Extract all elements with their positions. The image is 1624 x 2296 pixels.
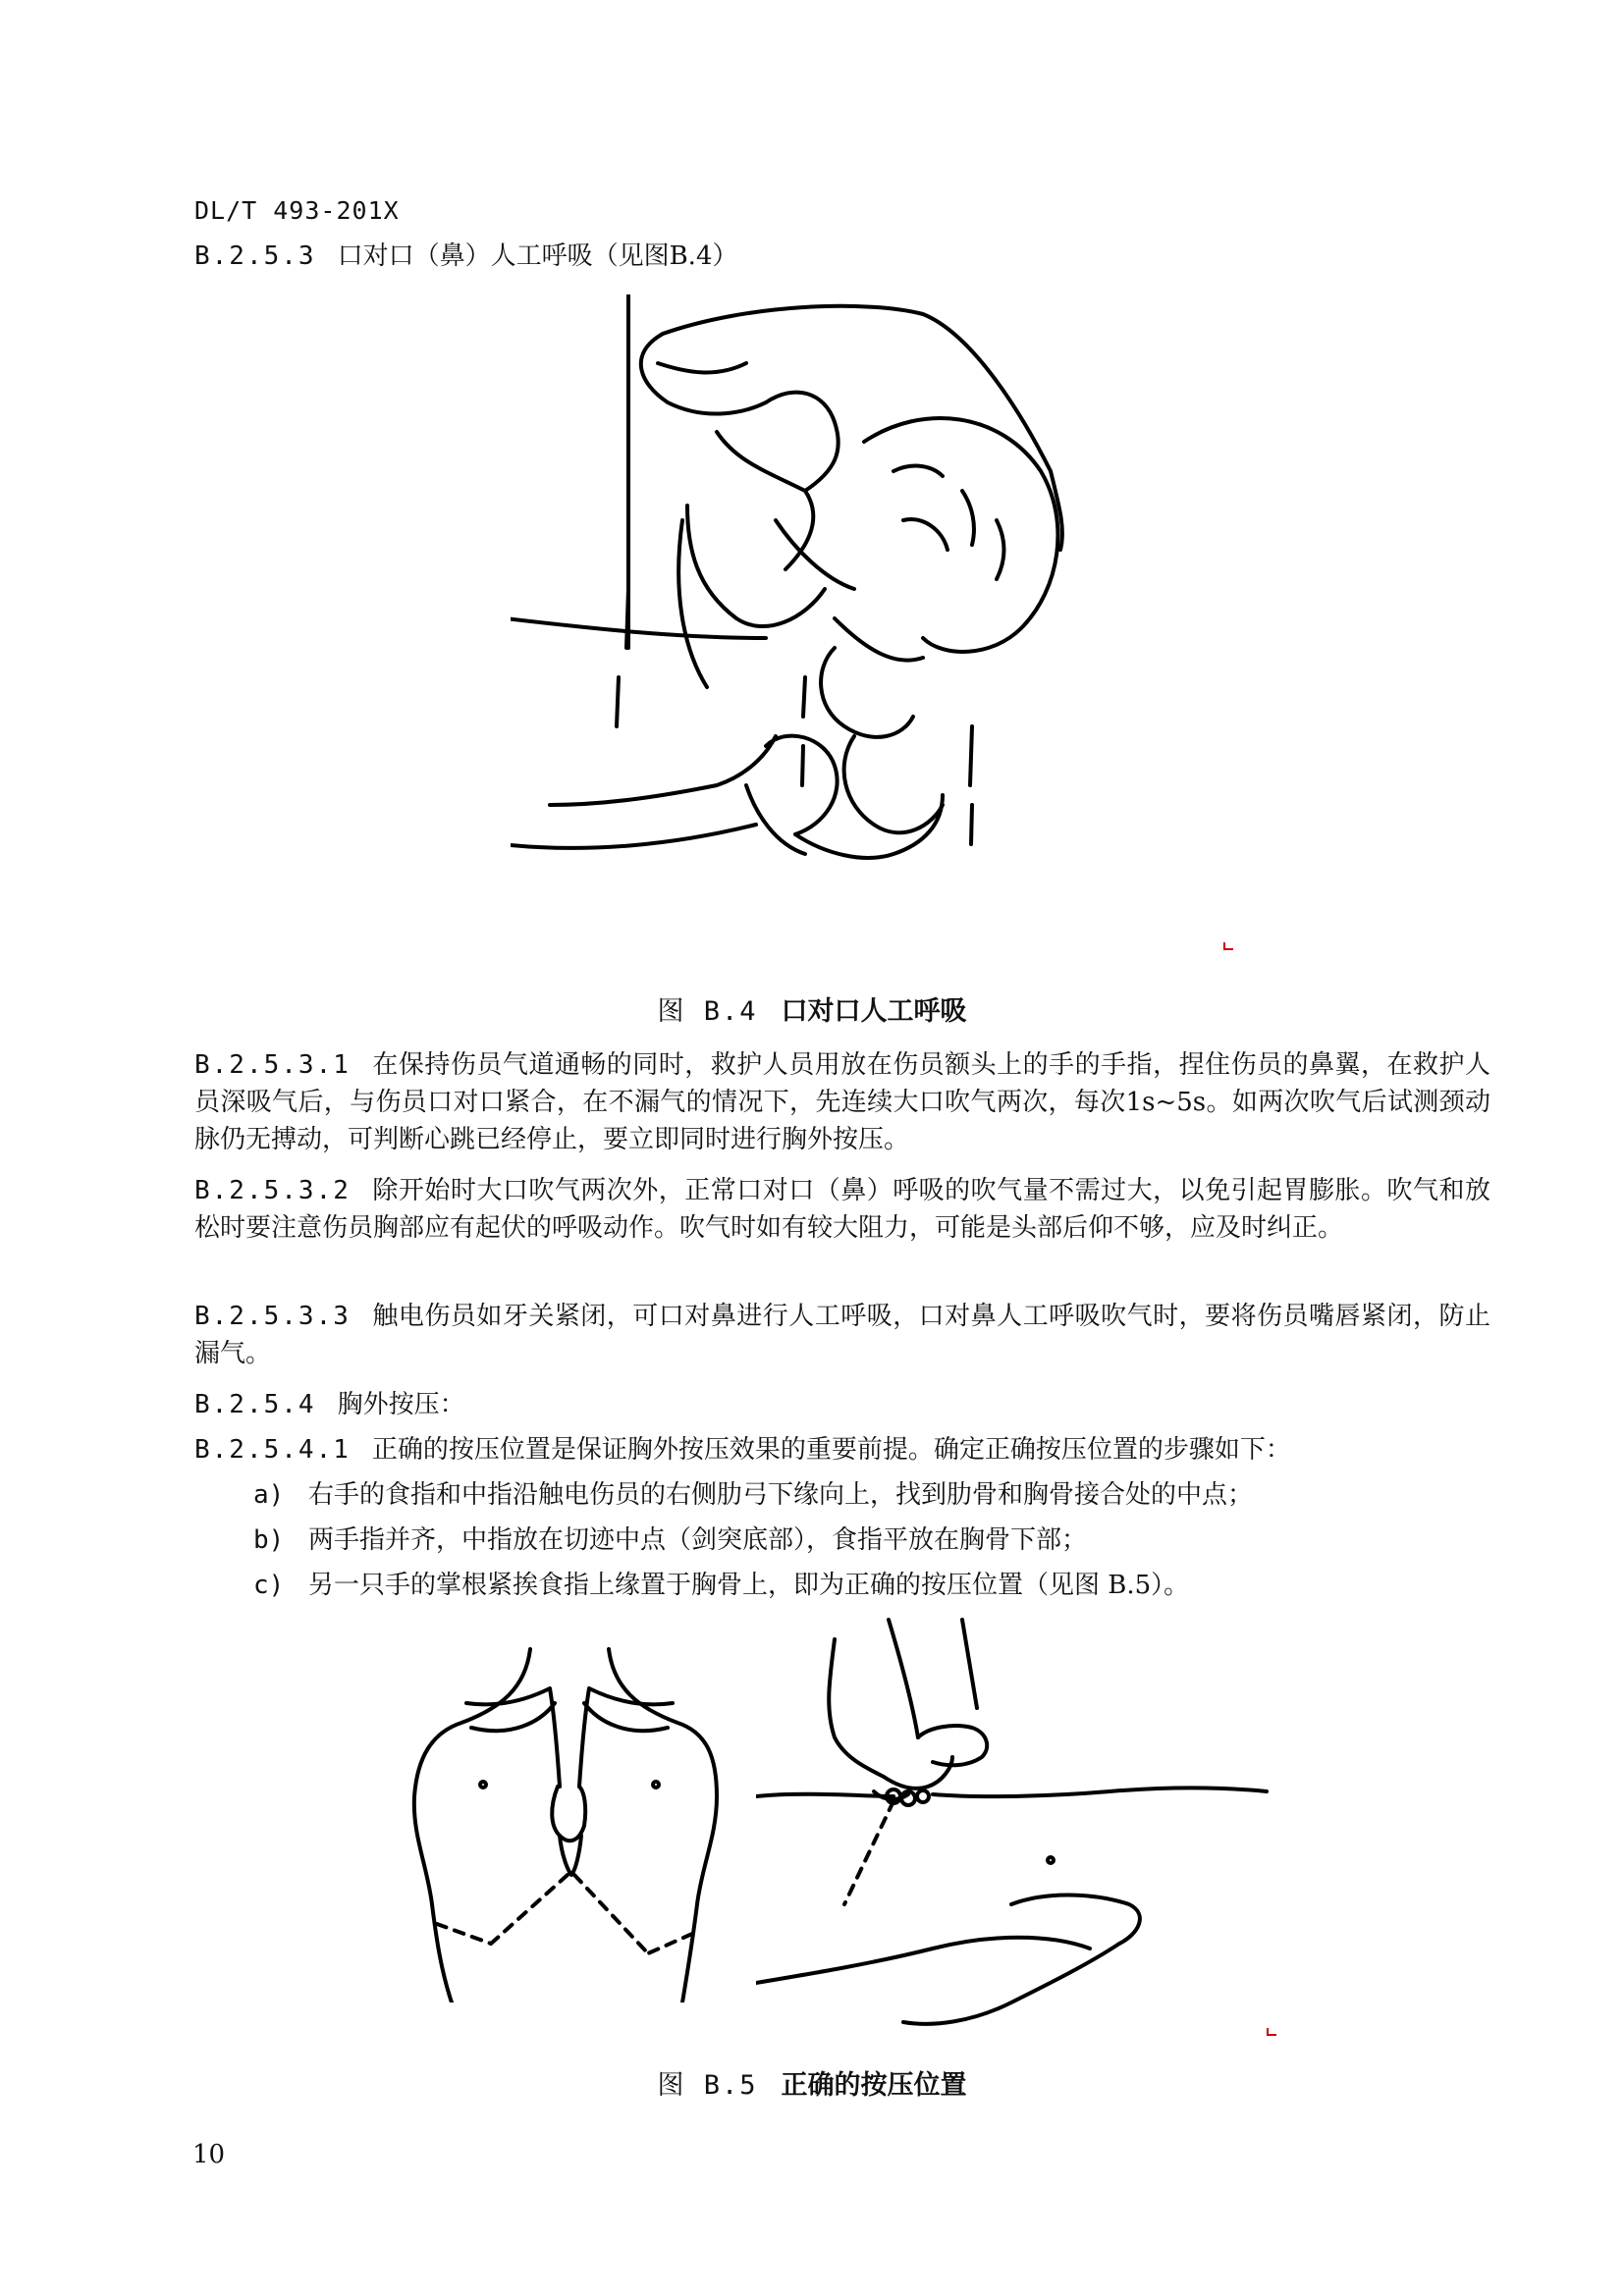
paragraph-b254	[194, 1386, 1490, 1423]
paragraph-b2533	[194, 1298, 1490, 1372]
figure-b4-title: 口对口人工呼吸	[781, 996, 967, 1027]
figure-b5-number: 图 B.5	[657, 2070, 758, 2101]
list-text: 右手的食指和中指沿触电伤员的右侧肋弓下缘向上，找到肋骨和胸骨接合处的中点；	[308, 1480, 1254, 1510]
list-text: 两手指并齐，中指放在切迹中点（剑突底部），食指平放在胸骨下部；	[308, 1525, 1088, 1555]
list-item	[253, 1522, 1490, 1559]
paragraph-b2531	[194, 1046, 1490, 1158]
figure-b4-caption	[0, 989, 1624, 1028]
paragraph-number: B.2.5.3.1	[194, 1050, 351, 1080]
paragraph-number: B.2.5.4	[194, 1390, 316, 1419]
paragraph-number: B.2.5.3.3	[194, 1302, 351, 1331]
figure-b5-torso-illustration	[403, 1629, 727, 2002]
list-marker: a)	[253, 1480, 285, 1510]
list-item	[253, 1567, 1490, 1604]
paragraph-text: 除开始时大口吹气两次外，正常口对口（鼻）呼吸的吹气量不需过大，以免引起胃膨胀。吹气和放松时要注意伤员胸部应有起伏的呼吸动作。吹气时如有较大阻力，可能是头部后仰不够，应及时纠正。	[194, 1176, 1490, 1243]
paragraph-number: B.2.5.3.2	[194, 1176, 351, 1205]
list-text: 另一只手的掌根紧挨食指上缘置于胸骨上，即为正确的按压位置（见图 B.5）。	[308, 1571, 1190, 1600]
list-marker: b)	[253, 1525, 285, 1555]
figure-b5-title: 正确的按压位置	[781, 2070, 967, 2101]
section-title: 口对口（鼻）人工呼吸（见图B.4）	[337, 241, 738, 271]
section-heading	[194, 236, 738, 272]
paragraph-text: 正确的按压位置是保证胸外按压效果的重要前提。确定正确按压位置的步骤如下：	[371, 1435, 1291, 1465]
paragraph-text: 在保持伤员气道通畅的同时，救护人员用放在伤员额头上的手的手指，捏住伤员的鼻翼，在救护人员深吸气后，与伤员口对口紧合，在不漏气的情况下，先连续大口吹气两次，每次1s~5s。如两次吹气后试测颈动脉仍无搏动，可判断心跳已经停止，要立即同时进行胸外按压。	[194, 1050, 1490, 1154]
figure-b4-number: 图 B.4	[657, 996, 758, 1027]
section-number: B.2.5.3	[194, 241, 316, 271]
paragraph-b2532	[194, 1172, 1490, 1247]
list-marker: c)	[253, 1571, 285, 1600]
figure-b4-mark	[1223, 942, 1233, 950]
figure-b5-mark	[1267, 2028, 1276, 2036]
paragraph-number: B.2.5.4.1	[194, 1435, 351, 1465]
page-number: 10	[192, 2140, 226, 2169]
figure-b4-illustration	[511, 294, 1257, 962]
paragraph-text: 触电伤员如牙关紧闭，可口对鼻进行人工呼吸，口对鼻人工呼吸吹气时，要将伤员嘴唇紧闭，防止漏气。	[194, 1302, 1490, 1368]
list-item	[253, 1476, 1490, 1514]
paragraph-b2541	[194, 1431, 1490, 1468]
paragraph-text: 胸外按压：	[337, 1390, 465, 1419]
figure-b5-hands-illustration	[756, 1610, 1276, 2032]
figure-b5-caption	[0, 2063, 1624, 2102]
document-code: DL/T 493-201X	[194, 196, 400, 225]
